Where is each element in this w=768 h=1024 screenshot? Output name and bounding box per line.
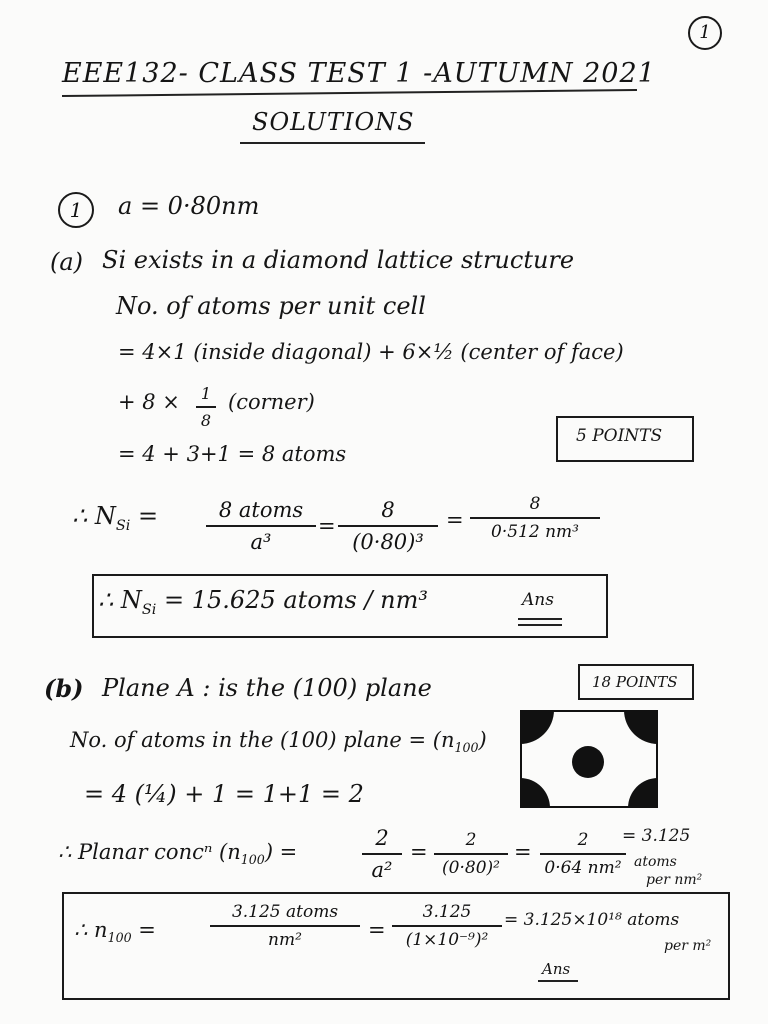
planar-conc-lhs [58, 840, 297, 867]
final-fraction-1 [210, 902, 360, 950]
question-number [58, 192, 94, 228]
points-box-b [578, 664, 694, 700]
fraction-numerator: 2 [465, 830, 477, 850]
corner-atom [520, 778, 550, 808]
fraction-denominator: a³ [250, 530, 272, 554]
part-b-line2 [70, 728, 487, 755]
equals-sign: = [514, 840, 532, 864]
equals-sign: = [410, 840, 428, 864]
fraction-denominator: (0·80)² [442, 858, 500, 878]
planar-subscript: 100 [240, 852, 265, 868]
nsi-equals: = [138, 502, 159, 530]
answer-symbol: ∴ N [98, 586, 142, 614]
fraction-numerator: 1 [200, 384, 212, 403]
final-subscript: 100 [107, 930, 132, 946]
part-b-line2-text: No. of atoms in the (100) plane = (n [70, 728, 455, 752]
points-label-a: 5 POINTS [576, 426, 663, 446]
answer-subscript: Si [141, 601, 157, 618]
page-number-label: 1 [699, 22, 711, 43]
given-value: a = 0·80nm [118, 192, 260, 220]
part-b-label: (b) [44, 674, 84, 703]
page-subtitle: SOLUTIONS [252, 108, 415, 136]
fraction-numerator: 8 atoms [218, 498, 304, 522]
corner-atom [628, 778, 658, 808]
planar-prefix: ∴ Planar concⁿ (n [58, 840, 241, 864]
fraction-denominator: (0·80)³ [352, 530, 424, 554]
final-lhs [74, 918, 156, 945]
answer-a [98, 586, 428, 618]
fraction-numerator: 8 [529, 494, 541, 514]
fraction-bar [210, 925, 360, 927]
points-box-a [556, 416, 694, 462]
page-number [688, 16, 722, 50]
nsi-fraction-1 [206, 498, 316, 554]
fraction-numerator: 3.125 atoms [231, 902, 339, 922]
title-underline [62, 89, 637, 97]
planar-fraction-2 [434, 830, 508, 878]
nsi-symbol: ∴ N [72, 502, 116, 530]
ans-tag-a: Ans [522, 590, 554, 610]
nsi-lhs [72, 502, 158, 534]
fraction-bar [362, 853, 402, 855]
final-unit: per m² [664, 938, 712, 954]
part-a-line3: = 4×1 (inside diagonal) + 6×½ (center of face) [118, 340, 624, 364]
fraction-bar [206, 525, 316, 527]
nsi-fraction-2 [338, 498, 438, 554]
fraction-bar [540, 853, 626, 855]
planar-result-unit: atoms [634, 854, 677, 870]
part-a-line4-prefix: + 8 × [118, 390, 180, 414]
ans-tag-b: Ans [542, 960, 571, 978]
center-atom [572, 746, 604, 778]
fraction-numerator: 3.125 [422, 902, 472, 922]
fraction-denominator: 0·512 nm³ [491, 522, 579, 542]
answer-value: = 15.625 atoms / nm³ [164, 586, 429, 614]
part-b-line2-subscript: 100 [454, 740, 479, 756]
fraction-denominator: (1×10⁻⁹)² [405, 930, 489, 950]
part-a-label: (a) [50, 248, 84, 276]
part-a-line2: No. of atoms per unit cell [116, 292, 426, 320]
fraction-bar [470, 517, 600, 519]
ans-underline [538, 980, 578, 982]
question-number-label: 1 [69, 198, 83, 222]
final-fraction-2 [392, 902, 502, 950]
part-b-line2-end: ) [478, 728, 487, 752]
fraction-bar [196, 406, 216, 408]
part-a-line1: Si exists in a diamond lattice structure [102, 246, 575, 274]
fraction-denominator: 8 [200, 411, 212, 430]
part-b-line3: = 4 (¼) + 1 = 1+1 = 2 [84, 780, 364, 808]
equals-sign: = [318, 514, 336, 538]
corner-atom [624, 710, 658, 744]
corner-atom [520, 710, 554, 744]
fraction-bar [338, 525, 438, 527]
planar-fraction-1 [362, 826, 402, 882]
points-label-b: 18 POINTS [592, 673, 678, 691]
nsi-subscript: Si [115, 517, 131, 534]
fraction-numerator: 2 [375, 826, 389, 850]
ans-underline [518, 624, 562, 626]
final-symbol: ∴ n [74, 918, 108, 942]
part-a-line5: = 4 + 3+1 = 8 atoms [118, 442, 347, 466]
fraction-denominator: nm² [268, 930, 302, 950]
final-equals: = [138, 918, 156, 942]
fraction-numerator: 8 [381, 498, 395, 522]
fraction-one-eighth [196, 384, 216, 430]
part-a-line4-suffix: (corner) [228, 390, 315, 414]
fraction-bar [392, 925, 502, 927]
final-result: = 3.125×10¹⁸ atoms [504, 910, 680, 930]
planar-fraction-3 [540, 830, 626, 878]
answer-box-b [62, 892, 730, 1000]
nsi-fraction-3 [470, 494, 600, 542]
fraction-numerator: 2 [577, 830, 589, 850]
part-b-line1: Plane A : is the (100) plane [102, 674, 432, 702]
equals-sign: = [446, 508, 464, 532]
fraction-denominator: a² [371, 858, 393, 882]
planar-result: = 3.125 [622, 826, 691, 846]
equals-sign: = [368, 918, 386, 942]
answer-box-a [92, 574, 608, 638]
subtitle-underline [240, 142, 425, 144]
ans-underline [518, 618, 562, 620]
page-title: EEE132- CLASS TEST 1 -AUTUMN 2021 [62, 58, 656, 89]
plane-100-diagram [520, 710, 658, 808]
planar-equals: ) = [264, 840, 298, 864]
fraction-bar [434, 853, 508, 855]
fraction-denominator: 0·64 nm² [544, 858, 622, 878]
planar-result-unit-2: per nm² [646, 872, 703, 888]
